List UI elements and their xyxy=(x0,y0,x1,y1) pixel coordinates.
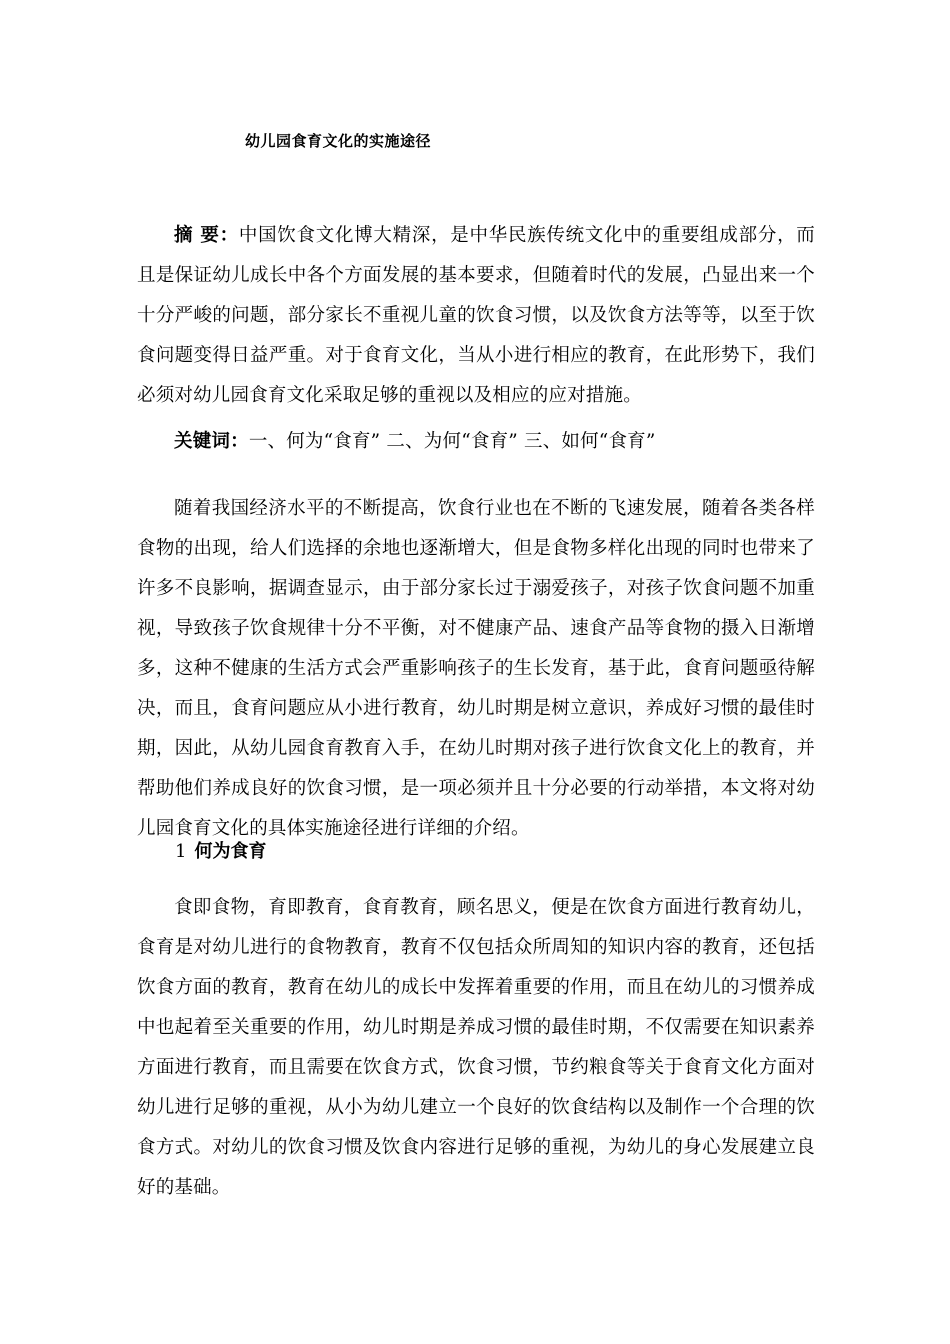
section-1-heading xyxy=(175,836,266,868)
abstract-label: 摘 要： xyxy=(174,225,239,246)
intro-paragraph: 随着我国经济水平的不断提高，饮食行业也在不断的飞速发展，随着各类各样食物的出现，给人们选择的余地也逐渐增大，但是食物多样化出现的同时也带来了许多不良影响，据调查显示，由于部分家长过于溺爱孩子，对孩子饮食问题不加重视，导致孩子饮食规律十分不平衡，对不健康产品、速食产品等食物的摄入日渐增多，这种不健康的生活方式会严重影响孩子的生长发育，基于此，食育问题亟待解决，而且，食育问题应从小进行教育，幼儿时期是树立意识，养成好习惯的最佳时期，因此，从幼儿园食育教育入手，在幼儿时期对孩子进行饮食文化上的教育，并帮助他们养成良好的饮食习惯，是一项必须并且十分必要的行动举措，本文将对幼儿园食育文化的具体实施途径进行详细的介绍。 xyxy=(137,498,815,839)
section-1-number: 1 xyxy=(175,841,187,862)
section-1-title: 何为食育 xyxy=(194,841,267,862)
keywords-label: 关键词： xyxy=(174,431,249,452)
keywords-paragraph xyxy=(137,422,815,462)
document-title: 幼儿园食育文化的实施途径 xyxy=(245,132,432,150)
abstract-paragraph xyxy=(137,216,815,416)
section-1-paragraph: 食即食物，育即教育，食育教育，顾名思义，便是在饮食方面进行教育幼儿，食育是对幼儿进行的食物教育，教育不仅包括众所周知的知识内容的教育，还包括饮食方面的教育，教育在幼儿的成长中发挥着重要的作用，而且在幼儿的习惯养成中也起着至关重要的作用，幼儿时期是养成习惯的最佳时期，不仅需要在知识素养方面进行教育，而且需要在饮食方式，饮食习惯，节约粮食等关于食育文化方面对幼儿进行足够的重视，从小为幼儿建立一个良好的饮食结构以及制作一个合理的饮食方式。对幼儿的饮食习惯及饮食内容进行足够的重视，为幼儿的身心发展建立良好的基础。 xyxy=(137,897,815,1198)
abstract-text: 中国饮食文化博大精深，是中华民族传统文化中的重要组成部分，而且是保证幼儿成长中各个方面发展的基本要求，但随着时代的发展，凸显出来一个十分严峻的问题，部分家长不重视儿童的饮食习惯，以及饮食方法等等，以至于饮食问题变得日益严重。对于食育文化，当从小进行相应的教育，在此形势下，我们必须对幼儿园食育文化采取足够的重视以及相应的应对措施。 xyxy=(137,225,815,406)
keywords-text: 一、何为“食育” 二、为何“食育” 三、如何“食育” xyxy=(248,431,656,452)
